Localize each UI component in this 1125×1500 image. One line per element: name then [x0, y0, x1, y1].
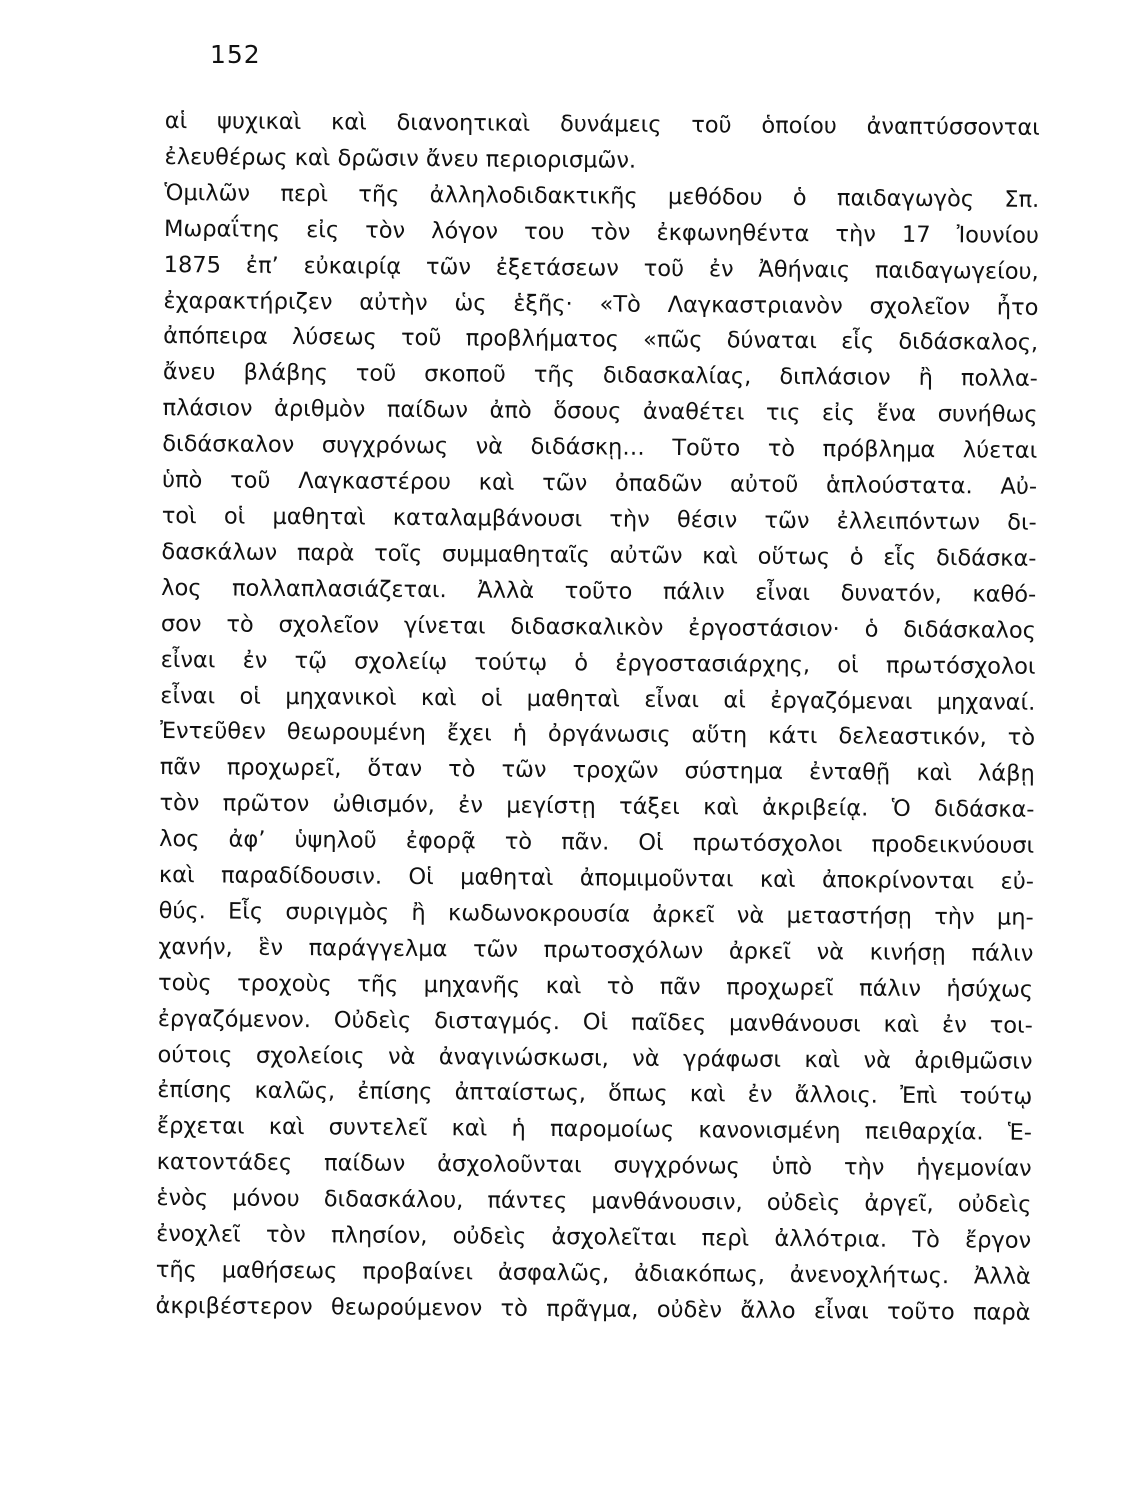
text-line: τοὶ οἱ μαθηταὶ καταλαμβάνουσι τὴν θέσιν τῶν ἐλλειπόντων δι-	[161, 502, 1037, 536]
text-line: ἀπόπειρα λύσεως τοῦ προβλήματος «πῶς δύναται εἷς διδάσκαλος,	[163, 323, 1039, 357]
body-text	[155, 104, 1040, 1332]
text-line: λος πολλαπλασιάζεται. Ἀλλὰ τοῦτο πάλιν εἶναι δυνατόν, καθό-	[161, 574, 1037, 608]
text-line: ἀκριβέστερον θεωρούμενον τὸ πρᾶγμα, οὐδὲν ἄλλο εἶναι τοῦτο παρὰ	[155, 1292, 1031, 1326]
text-line: ἄνευ βλάβης τοῦ σκοποῦ τῆς διδασκαλίας, διπλάσιον ἢ πολλα-	[162, 359, 1038, 393]
text-line: Ἐντεῦθεν θεωρουμένη ἔχει ἡ ὀργάνωσις αὕτη κάτι δελεαστικόν, τὸ	[159, 718, 1036, 752]
text-line: τοὺς τροχοὺς τῆς μηχανῆς καὶ τὸ πᾶν προχωρεῖ πάλιν ἡσύχως	[157, 969, 1034, 1003]
text-line: θύς. Εἷς συριγμὸς ἢ κωδωνοκρουσία ἀρκεῖ νὰ μεταστήσῃ τὴν μη-	[158, 897, 1034, 931]
text-line: ούτοις σχολείοις νὰ ἀναγινώσκωσι, νὰ γράφωσι καὶ νὰ ἀριθμῶσιν	[157, 1041, 1033, 1075]
text-line: τῆς μαθήσεως προβαίνει ἀσφαλῶς, ἀδιακόπως, ἀνενοχλήτως. Ἀλλὰ	[155, 1256, 1031, 1290]
text-line: ἐργαζόμενον. Οὐδεὶς δισταγμός. Οἱ παῖδες μανθάνουσι καὶ ἐν τοι-	[157, 1005, 1033, 1039]
text-line: εἶναι οἱ μηχανικοὶ καὶ οἱ μαθηταὶ εἶναι αἱ ἐργαζόμεναι μηχαναί.	[160, 682, 1036, 716]
text-line: ἐλευθέρως καὶ δρῶσιν ἄνευ περιορισμῶν.	[164, 143, 637, 174]
text-line: τὸν πρῶτον ὠθισμόν, ἐν μεγίστῃ τάξει καὶ ἀκριβείᾳ. Ὁ διδάσκα-	[159, 790, 1035, 824]
text-line: χανήν, ἓν παράγγελμα τῶν πρωτοσχόλων ἀρκεῖ νὰ κινήσῃ πάλιν	[158, 933, 1034, 967]
text-line: πᾶν προχωρεῖ, ὅταν τὸ τῶν τροχῶν σύστημα ἐνταθῇ καὶ λάβῃ	[159, 754, 1035, 788]
text-line: ἑνὸς μόνου διδασκάλου, πάντες μανθάνουσιν, οὐδεὶς ἀργεῖ, οὐδεὶς	[156, 1185, 1032, 1219]
text-line: δασκάλων παρὰ τοῖς συμμαθηταῖς αὐτῶν καὶ οὕτως ὁ εἷς διδάσκα-	[161, 538, 1037, 572]
text-line: κατοντάδες παίδων ἀσχολοῦνται συγχρόνως ὑπὸ τὴν ἡγεμονίαν	[156, 1149, 1032, 1183]
text-line: ἐχαρακτήριζεν αὐτὴν ὡς ἑξῆς· «Τὸ Λαγκαστριανὸν σχολεῖον ἦτο	[163, 287, 1039, 321]
text-line: Ὁμιλῶν περὶ τῆς ἀλληλοδιδακτικῆς μεθόδου ὁ παιδαγωγὸς Σπ.	[164, 179, 1040, 213]
text-line: Μωραΐτης εἰς τὸν λόγον του τὸν ἐκφωνηθέντα τὴν 17 Ἰουνίου	[163, 215, 1040, 249]
page-number: 152	[210, 40, 261, 69]
text-line: ἐπίσης καλῶς, ἐπίσης ἀπταίστως, ὅπως καὶ ἐν ἄλλοις. Ἐπὶ τούτῳ	[157, 1077, 1033, 1111]
text-line: διδάσκαλον συγχρόνως νὰ διδάσκῃ… Τοῦτο τὸ πρόβλημα λύεται	[162, 431, 1038, 465]
text-line: πλάσιον ἀριθμὸν παίδων ἀπὸ ὅσους ἀναθέτει τις εἰς ἕνα συνήθως	[162, 395, 1038, 429]
text-line: εἶναι ἐν τῷ σχολείῳ τούτῳ ὁ ἐργοστασιάρχης, οἱ πρωτόσχολοι	[160, 646, 1036, 680]
text-line: ἐνοχλεῖ τὸν πλησίον, οὐδεὶς ἀσχολεῖται περὶ ἀλλότρια. Τὸ ἔργον	[156, 1221, 1032, 1254]
text-line: ὑπὸ τοῦ Λαγκαστέρου καὶ τῶν ὀπαδῶν αὐτοῦ ἁπλούστατα. Αὐ-	[161, 467, 1038, 500]
text-line: 1875 ἐπ’ εὐκαιρίᾳ τῶν ἐξετάσεων τοῦ ἐν Ἀθήναις παιδαγωγείου,	[163, 251, 1039, 285]
text-line: καὶ παραδίδουσιν. Οἱ μαθηταὶ ἀπομιμοῦνται καὶ ἀποκρίνονται εὐ-	[158, 862, 1035, 895]
text-line: αἱ ψυχικαὶ καὶ διανοητικαὶ δυνάμεις τοῦ ὁποίου ἀναπτύσσονται	[164, 107, 1040, 141]
text-line: ἔρχεται καὶ συντελεῖ καὶ ἡ παρομοίως κανονισμένη πειθαρχία. Ἑ-	[156, 1113, 1033, 1147]
text-line: λος ἀφ’ ὑψηλοῦ ἐφορᾷ τὸ πᾶν. Οἱ πρωτόσχολοι προδεικνύουσι	[159, 826, 1035, 859]
text-line: σον τὸ σχολεῖον γίνεται διδασκαλικὸν ἐργοστάσιον· ὁ διδάσκαλος	[160, 610, 1036, 644]
